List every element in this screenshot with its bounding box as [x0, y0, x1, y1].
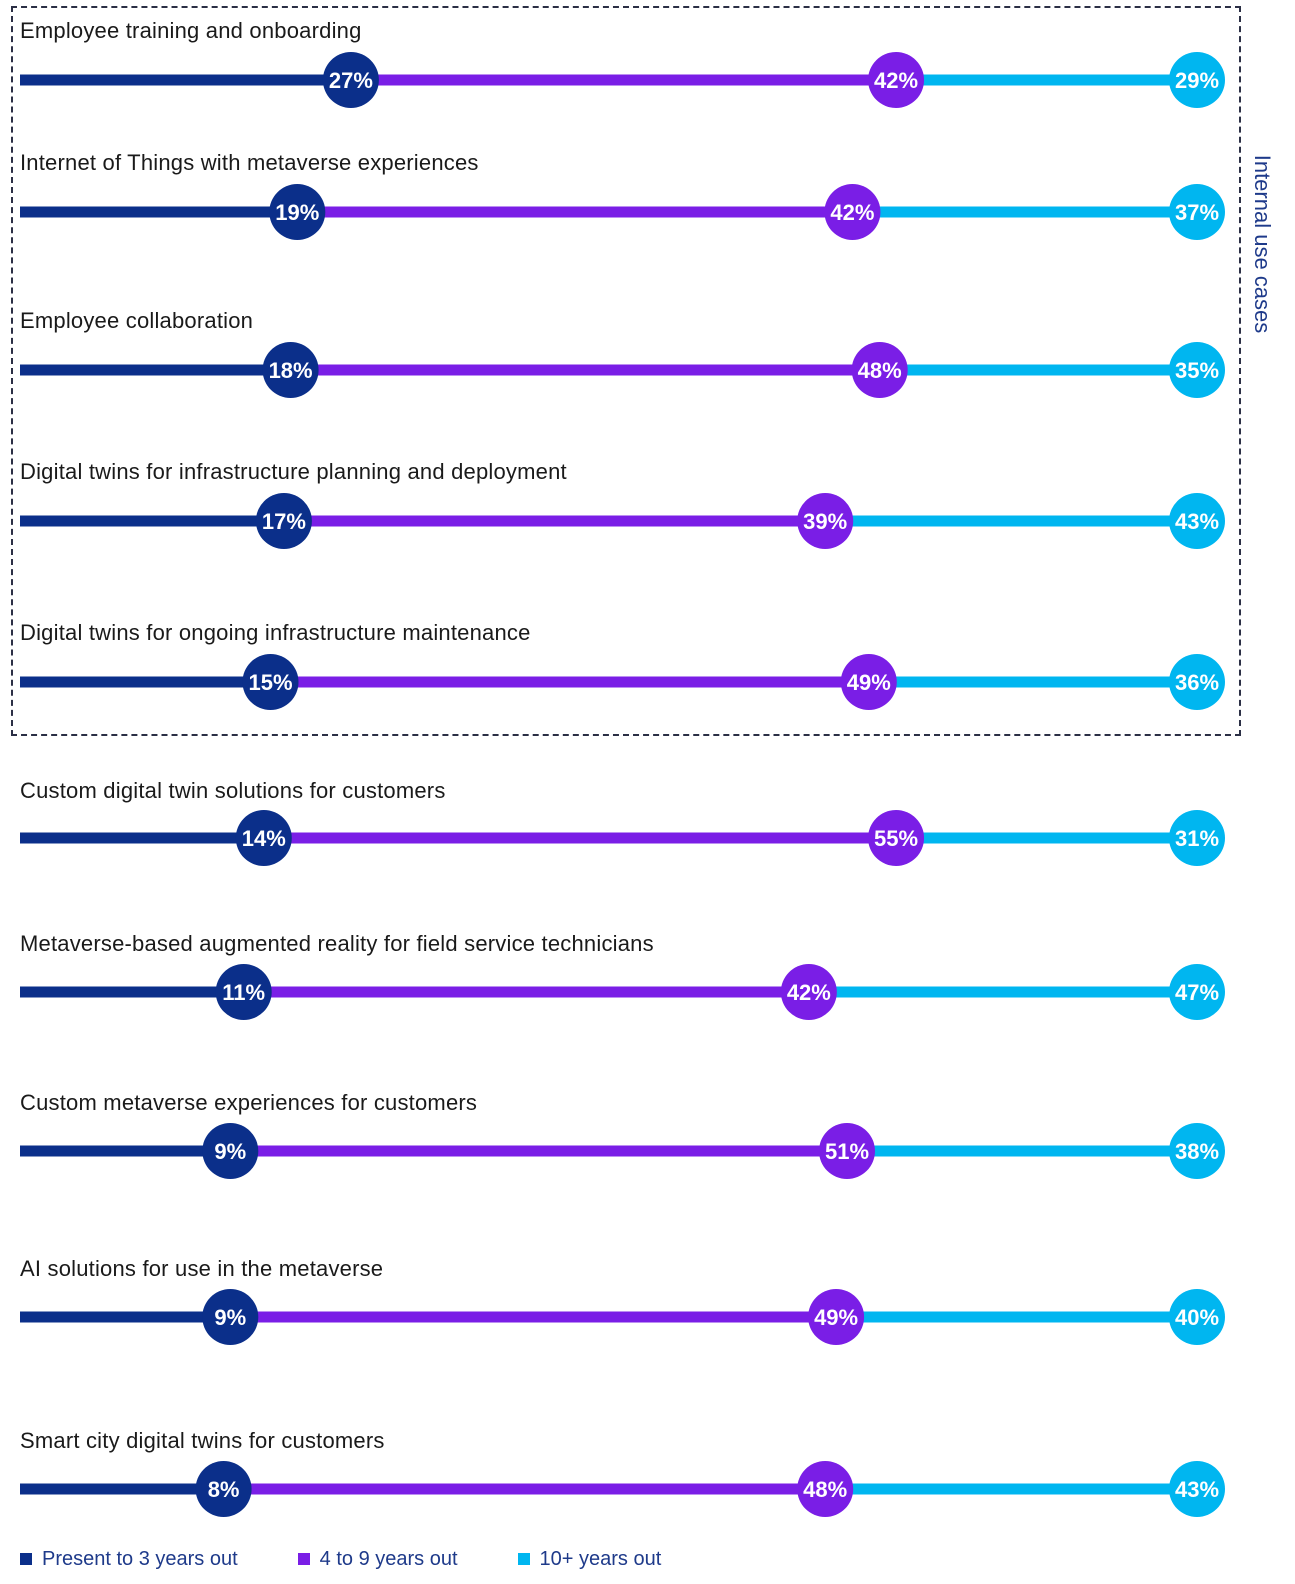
- row-label: Metaverse-based augmented reality for field service technicians: [20, 931, 654, 956]
- long-term-value-label: 43%: [1174, 509, 1220, 534]
- present-value-label: 27%: [328, 68, 373, 93]
- row-label: Digital twins for ongoing infrastructure maintenance: [20, 620, 531, 645]
- row-label: Custom metaverse experiences for customers: [20, 1090, 478, 1115]
- row-label: Digital twins for infrastructure planning and deployment: [20, 459, 567, 484]
- row-label: AI solutions for use in the metaverse: [20, 1256, 384, 1281]
- legend-item-10-plus-years: [518, 1548, 662, 1571]
- long-term-value-label: 31%: [1174, 826, 1220, 851]
- mid-term-value-label: 42%: [874, 68, 919, 93]
- mid-term-value-label: 49%: [846, 670, 891, 695]
- mid-term-value-label: 55%: [874, 826, 919, 851]
- present-value-label: 14%: [241, 826, 286, 851]
- present-value-label: 17%: [261, 509, 306, 534]
- present-value-label: 9%: [214, 1305, 247, 1330]
- long-term-value-label: 35%: [1174, 358, 1220, 383]
- row-label: Smart city digital twins for customers: [20, 1428, 385, 1453]
- group-label-internal-use-cases: Internal use cases: [1250, 154, 1275, 334]
- long-term-value-label: 36%: [1174, 670, 1220, 695]
- row-label: Custom digital twin solutions for customers: [20, 778, 446, 803]
- present-value-label: 8%: [207, 1477, 240, 1502]
- long-term-value-label: 40%: [1174, 1305, 1220, 1330]
- legend-label-4-to-9: 4 to 9 years out: [319, 1547, 458, 1570]
- mid-term-value-label: 39%: [803, 509, 848, 534]
- long-term-value-label: 29%: [1174, 68, 1220, 93]
- long-term-value-label: 37%: [1174, 200, 1220, 225]
- mid-term-value-label: 48%: [857, 358, 902, 383]
- row-label: Internet of Things with metaverse experiences: [20, 150, 479, 175]
- legend-swatch-present: [20, 1553, 32, 1565]
- legend-item-present-to-3-years: [20, 1548, 238, 1571]
- row-label: Employee collaboration: [20, 308, 254, 333]
- mid-term-value-label: 49%: [814, 1305, 859, 1330]
- row-label: Employee training and onboarding: [20, 18, 362, 43]
- present-value-label: 19%: [275, 200, 320, 225]
- legend-swatch-10-plus: [518, 1553, 530, 1565]
- legend-label-present: Present to 3 years out: [42, 1547, 238, 1570]
- long-term-value-label: 43%: [1174, 1477, 1220, 1502]
- legend-item-4-to-9-years: [298, 1548, 458, 1571]
- mid-term-value-label: 42%: [786, 980, 831, 1005]
- present-value-label: 15%: [248, 670, 293, 695]
- present-value-label: 11%: [222, 980, 266, 1005]
- legend: [20, 1546, 661, 1572]
- mid-term-value-label: 42%: [830, 200, 875, 225]
- legend-swatch-4-to-9: [298, 1553, 310, 1565]
- present-value-label: 9%: [214, 1139, 247, 1164]
- mid-term-value-label: 51%: [824, 1139, 870, 1164]
- mid-term-value-label: 48%: [803, 1477, 848, 1502]
- long-term-value-label: 38%: [1174, 1139, 1220, 1164]
- present-value-label: 18%: [268, 358, 313, 383]
- legend-label-10-plus: 10+ years out: [539, 1547, 662, 1570]
- long-term-value-label: 47%: [1174, 980, 1220, 1005]
